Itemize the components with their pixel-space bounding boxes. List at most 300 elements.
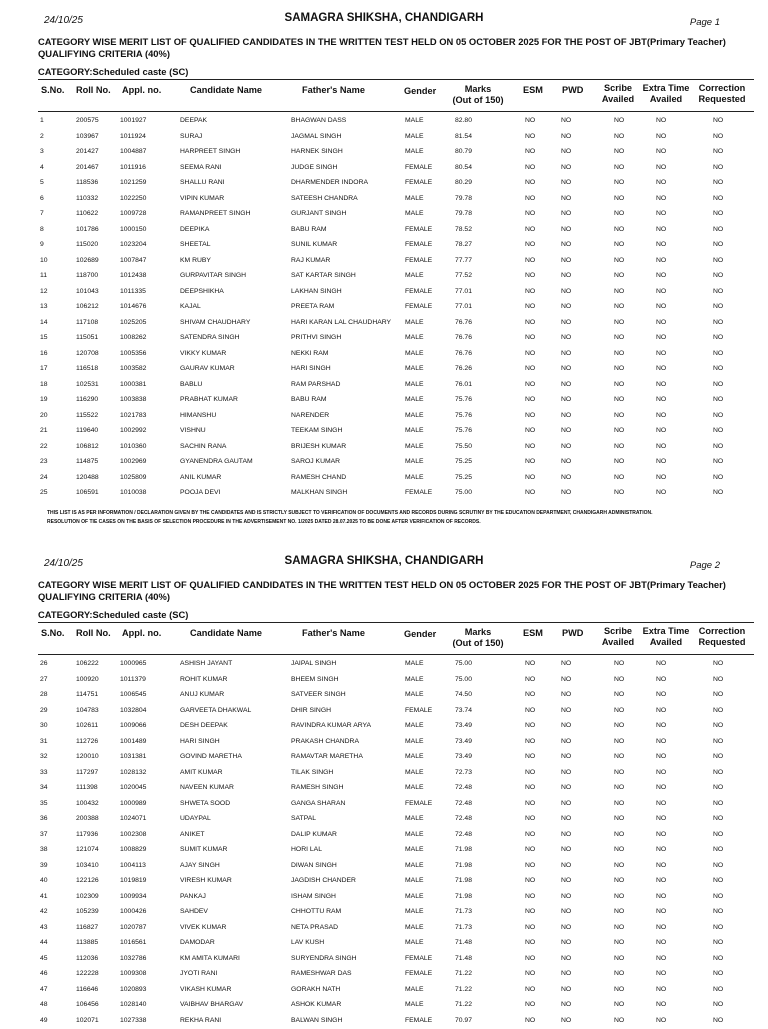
scribe-availed-cell: NO bbox=[614, 970, 624, 977]
pwd-cell: NO bbox=[561, 800, 571, 807]
candidate-name-cell: ANUJ KUMAR bbox=[180, 691, 224, 698]
serial-number-cell: 4 bbox=[40, 164, 44, 171]
candidate-name-cell: SACHIN RANA bbox=[180, 443, 226, 450]
scribe-availed-cell: NO bbox=[614, 412, 624, 419]
col-gender: Gender bbox=[404, 86, 436, 97]
correction-requested-cell: NO bbox=[713, 288, 723, 295]
correction-requested-cell: NO bbox=[713, 489, 723, 496]
marks-cell: 71.48 bbox=[442, 955, 472, 962]
roll-number-cell: 120708 bbox=[76, 350, 99, 357]
marks-cell: 71.22 bbox=[442, 970, 472, 977]
scribe-availed-cell: NO bbox=[614, 226, 624, 233]
pwd-cell: NO bbox=[561, 831, 571, 838]
table-row bbox=[0, 161, 768, 177]
extra-time-availed-cell: NO bbox=[656, 179, 666, 186]
col-pwd: PWD bbox=[562, 628, 583, 639]
serial-number-cell: 20 bbox=[40, 412, 48, 419]
father-name-cell: MALKHAN SINGH bbox=[291, 489, 347, 496]
extra-time-availed-cell: NO bbox=[656, 427, 666, 434]
pwd-cell: NO bbox=[561, 691, 571, 698]
pwd-cell: NO bbox=[561, 427, 571, 434]
pwd-cell: NO bbox=[561, 784, 571, 791]
roll-number-cell: 200575 bbox=[76, 117, 99, 124]
application-number-cell: 1011924 bbox=[120, 133, 146, 140]
serial-number-cell: 10 bbox=[40, 257, 48, 264]
roll-number-cell: 106812 bbox=[76, 443, 99, 450]
father-name-cell: JAGDISH CHANDER bbox=[291, 877, 356, 884]
esm-cell: NO bbox=[525, 148, 535, 155]
pwd-cell: NO bbox=[561, 738, 571, 745]
roll-number-cell: 106591 bbox=[76, 489, 99, 496]
roll-number-cell: 120010 bbox=[76, 753, 99, 760]
application-number-cell: 1011916 bbox=[120, 164, 146, 171]
gender-cell: MALE bbox=[405, 691, 424, 698]
esm-cell: NO bbox=[525, 753, 535, 760]
esm-cell: NO bbox=[525, 908, 535, 915]
roll-number-cell: 102309 bbox=[76, 893, 99, 900]
title-line-1: CATEGORY WISE MERIT LIST OF QUALIFIED CANDIDATES IN THE WRITTEN TEST HELD ON 05 OCTOBER 2025 FOR THE POST OF JBT(Primary Teacher) bbox=[38, 36, 738, 48]
marks-cell: 79.78 bbox=[442, 195, 472, 202]
application-number-cell: 1000426 bbox=[120, 908, 146, 915]
scribe-availed-cell: NO bbox=[614, 893, 624, 900]
gender-cell: FEMALE bbox=[405, 955, 432, 962]
application-number-cell: 1011335 bbox=[120, 288, 146, 295]
table-row bbox=[0, 998, 768, 1014]
correction-requested-cell: NO bbox=[713, 474, 723, 481]
marks-cell: 72.48 bbox=[442, 815, 472, 822]
application-number-cell: 1001489 bbox=[120, 738, 146, 745]
extra-time-availed-cell: NO bbox=[656, 862, 666, 869]
table-row bbox=[0, 1014, 768, 1029]
gender-cell: MALE bbox=[405, 443, 424, 450]
esm-cell: NO bbox=[525, 427, 535, 434]
pwd-cell: NO bbox=[561, 241, 571, 248]
correction-requested-cell: NO bbox=[713, 660, 723, 667]
serial-number-cell: 37 bbox=[40, 831, 48, 838]
extra-time-availed-cell: NO bbox=[656, 939, 666, 946]
esm-cell: NO bbox=[525, 319, 535, 326]
correction-requested-cell: NO bbox=[713, 148, 723, 155]
serial-number-cell: 9 bbox=[40, 241, 44, 248]
gender-cell: MALE bbox=[405, 117, 424, 124]
gender-cell: MALE bbox=[405, 986, 424, 993]
father-name-cell: BABU RAM bbox=[291, 226, 327, 233]
application-number-cell: 1023204 bbox=[120, 241, 146, 248]
gender-cell: MALE bbox=[405, 319, 424, 326]
candidate-name-cell: SHIVAM CHAUDHARY bbox=[180, 319, 250, 326]
father-name-cell: SURYENDRA SINGH bbox=[291, 955, 357, 962]
marks-cell: 77.01 bbox=[442, 303, 472, 310]
candidate-name-cell: VISHNU bbox=[180, 427, 206, 434]
gender-cell: MALE bbox=[405, 474, 424, 481]
application-number-cell: 1020045 bbox=[120, 784, 146, 791]
correction-requested-cell: NO bbox=[713, 241, 723, 248]
esm-cell: NO bbox=[525, 489, 535, 496]
esm-cell: NO bbox=[525, 226, 535, 233]
esm-cell: NO bbox=[525, 381, 535, 388]
roll-number-cell: 115051 bbox=[76, 334, 98, 341]
esm-cell: NO bbox=[525, 350, 535, 357]
candidate-name-cell: DESH DEEPAK bbox=[180, 722, 228, 729]
page-number: Page 2 bbox=[690, 560, 720, 571]
correction-requested-cell: NO bbox=[713, 1017, 723, 1024]
application-number-cell: 1008262 bbox=[120, 334, 146, 341]
application-number-cell: 1000989 bbox=[120, 800, 146, 807]
table-row bbox=[0, 176, 768, 192]
serial-number-cell: 11 bbox=[40, 272, 47, 279]
marks-cell: 76.76 bbox=[442, 334, 472, 341]
pwd-cell: NO bbox=[561, 769, 571, 776]
gender-cell: FEMALE bbox=[405, 303, 432, 310]
scribe-availed-cell: NO bbox=[614, 334, 624, 341]
marks-cell: 72.48 bbox=[442, 784, 472, 791]
candidate-name-cell: REKHA RANI bbox=[180, 1017, 221, 1024]
gender-cell: MALE bbox=[405, 1001, 424, 1008]
correction-requested-cell: NO bbox=[713, 800, 723, 807]
table-row bbox=[0, 300, 768, 316]
esm-cell: NO bbox=[525, 722, 535, 729]
roll-number-cell: 106212 bbox=[76, 303, 99, 310]
extra-time-availed-cell: NO bbox=[656, 272, 666, 279]
application-number-cell: 1014676 bbox=[120, 303, 146, 310]
father-name-cell: RAMESH CHAND bbox=[291, 474, 346, 481]
candidate-name-cell: VIPIN KUMAR bbox=[180, 195, 224, 202]
title-line-2: QUALIFYING CRITERIA (40%) bbox=[38, 591, 738, 603]
correction-requested-cell: NO bbox=[713, 117, 723, 124]
esm-cell: NO bbox=[525, 396, 535, 403]
scribe-availed-cell: NO bbox=[614, 846, 624, 853]
father-name-cell: PRAKASH CHANDRA bbox=[291, 738, 359, 745]
gender-cell: MALE bbox=[405, 396, 424, 403]
col-sno: S.No. bbox=[41, 85, 64, 96]
col-esm: ESM bbox=[523, 85, 543, 96]
roll-number-cell: 113885 bbox=[76, 939, 98, 946]
extra-time-availed-cell: NO bbox=[656, 148, 666, 155]
pwd-cell: NO bbox=[561, 179, 571, 186]
roll-number-cell: 200388 bbox=[76, 815, 99, 822]
col-correction: Correction Requested bbox=[696, 626, 748, 647]
correction-requested-cell: NO bbox=[713, 877, 723, 884]
col-father: Father's Name bbox=[302, 85, 365, 96]
print-date: 24/10/25 bbox=[44, 15, 83, 26]
roll-number-cell: 101043 bbox=[76, 288, 99, 295]
roll-number-cell: 122126 bbox=[76, 877, 99, 884]
extra-time-availed-cell: NO bbox=[656, 303, 666, 310]
scribe-availed-cell: NO bbox=[614, 117, 624, 124]
roll-number-cell: 112726 bbox=[76, 738, 98, 745]
table-row bbox=[0, 378, 768, 394]
serial-number-cell: 21 bbox=[40, 427, 48, 434]
serial-number-cell: 42 bbox=[40, 908, 48, 915]
application-number-cell: 1011379 bbox=[120, 676, 146, 683]
col-roll: Roll No. bbox=[76, 628, 111, 639]
esm-cell: NO bbox=[525, 179, 535, 186]
candidate-name-cell: GOVIND MARETHA bbox=[180, 753, 242, 760]
table-row bbox=[0, 828, 768, 844]
roll-number-cell: 101786 bbox=[76, 226, 99, 233]
serial-number-cell: 8 bbox=[40, 226, 44, 233]
extra-time-availed-cell: NO bbox=[656, 738, 666, 745]
marks-cell: 76.76 bbox=[442, 319, 472, 326]
extra-time-availed-cell: NO bbox=[656, 319, 666, 326]
scribe-availed-cell: NO bbox=[614, 722, 624, 729]
father-name-cell: NARENDER bbox=[291, 412, 329, 419]
father-name-cell: SUNIL KUMAR bbox=[291, 241, 337, 248]
correction-requested-cell: NO bbox=[713, 458, 723, 465]
father-name-cell: PRITHVI SINGH bbox=[291, 334, 341, 341]
candidate-name-cell: ROHIT KUMAR bbox=[180, 676, 227, 683]
extra-time-availed-cell: NO bbox=[656, 676, 666, 683]
table-row bbox=[0, 347, 768, 363]
serial-number-cell: 3 bbox=[40, 148, 44, 155]
application-number-cell: 1004887 bbox=[120, 148, 146, 155]
correction-requested-cell: NO bbox=[713, 784, 723, 791]
candidate-name-cell: PRABHAT KUMAR bbox=[180, 396, 238, 403]
correction-requested-cell: NO bbox=[713, 257, 723, 264]
pwd-cell: NO bbox=[561, 396, 571, 403]
table-row bbox=[0, 812, 768, 828]
gender-cell: FEMALE bbox=[405, 489, 432, 496]
candidate-name-cell: SATENDRA SINGH bbox=[180, 334, 240, 341]
serial-number-cell: 35 bbox=[40, 800, 48, 807]
gender-cell: MALE bbox=[405, 908, 424, 915]
correction-requested-cell: NO bbox=[713, 986, 723, 993]
correction-requested-cell: NO bbox=[713, 350, 723, 357]
col-extra-time: Extra Time Availed bbox=[640, 626, 692, 647]
col-marks: Marks (Out of 150) bbox=[448, 627, 508, 648]
gender-cell: MALE bbox=[405, 862, 424, 869]
esm-cell: NO bbox=[525, 474, 535, 481]
father-name-cell: JAIPAL SINGH bbox=[291, 660, 336, 667]
candidate-name-cell: DAMODAR bbox=[180, 939, 215, 946]
correction-requested-cell: NO bbox=[713, 195, 723, 202]
document-title bbox=[38, 579, 738, 602]
pwd-cell: NO bbox=[561, 660, 571, 667]
scribe-availed-cell: NO bbox=[614, 1001, 624, 1008]
footnote bbox=[47, 509, 747, 527]
table-header bbox=[38, 622, 754, 655]
scribe-availed-cell: NO bbox=[614, 862, 624, 869]
father-name-cell: RAMESH SINGH bbox=[291, 784, 344, 791]
esm-cell: NO bbox=[525, 800, 535, 807]
serial-number-cell: 43 bbox=[40, 924, 48, 931]
gender-cell: MALE bbox=[405, 815, 424, 822]
scribe-availed-cell: NO bbox=[614, 769, 624, 776]
extra-time-availed-cell: NO bbox=[656, 831, 666, 838]
application-number-cell: 1003582 bbox=[120, 365, 146, 372]
scribe-availed-cell: NO bbox=[614, 815, 624, 822]
application-number-cell: 1010360 bbox=[120, 443, 146, 450]
table-row bbox=[0, 952, 768, 968]
pwd-cell: NO bbox=[561, 443, 571, 450]
esm-cell: NO bbox=[525, 924, 535, 931]
serial-number-cell: 19 bbox=[40, 396, 48, 403]
esm-cell: NO bbox=[525, 970, 535, 977]
roll-number-cell: 116290 bbox=[76, 396, 98, 403]
marks-cell: 71.98 bbox=[442, 862, 472, 869]
serial-number-cell: 32 bbox=[40, 753, 48, 760]
application-number-cell: 1025205 bbox=[120, 319, 146, 326]
father-name-cell: CHHOTTU RAM bbox=[291, 908, 341, 915]
table-row bbox=[0, 688, 768, 704]
serial-number-cell: 44 bbox=[40, 939, 48, 946]
gender-cell: MALE bbox=[405, 334, 424, 341]
gender-cell: MALE bbox=[405, 939, 424, 946]
scribe-availed-cell: NO bbox=[614, 365, 624, 372]
serial-number-cell: 16 bbox=[40, 350, 48, 357]
correction-requested-cell: NO bbox=[713, 846, 723, 853]
table-row bbox=[0, 145, 768, 161]
table-body bbox=[0, 114, 768, 502]
father-name-cell: TEEKAM SINGH bbox=[291, 427, 342, 434]
extra-time-availed-cell: NO bbox=[656, 846, 666, 853]
scribe-availed-cell: NO bbox=[614, 133, 624, 140]
scribe-availed-cell: NO bbox=[614, 707, 624, 714]
marks-cell: 80.54 bbox=[442, 164, 472, 171]
application-number-cell: 1009934 bbox=[120, 893, 146, 900]
scribe-availed-cell: NO bbox=[614, 195, 624, 202]
col-scribe: Scribe Availed bbox=[596, 626, 640, 647]
roll-number-cell: 120488 bbox=[76, 474, 99, 481]
application-number-cell: 1009728 bbox=[120, 210, 146, 217]
gender-cell: MALE bbox=[405, 272, 424, 279]
serial-number-cell: 22 bbox=[40, 443, 48, 450]
father-name-cell: TILAK SINGH bbox=[291, 769, 333, 776]
candidate-name-cell: AJAY SINGH bbox=[180, 862, 220, 869]
father-name-cell: RAMESHWAR DAS bbox=[291, 970, 352, 977]
extra-time-availed-cell: NO bbox=[656, 707, 666, 714]
father-name-cell: SATEESH CHANDRA bbox=[291, 195, 358, 202]
correction-requested-cell: NO bbox=[713, 924, 723, 931]
table-row bbox=[0, 192, 768, 208]
roll-number-cell: 106456 bbox=[76, 1001, 99, 1008]
correction-requested-cell: NO bbox=[713, 970, 723, 977]
candidate-name-cell: POOJA DEVI bbox=[180, 489, 220, 496]
correction-requested-cell: NO bbox=[713, 862, 723, 869]
candidate-name-cell: DEEPSHIKHA bbox=[180, 288, 224, 295]
extra-time-availed-cell: NO bbox=[656, 396, 666, 403]
application-number-cell: 1009308 bbox=[120, 970, 146, 977]
scribe-availed-cell: NO bbox=[614, 784, 624, 791]
application-number-cell: 1022250 bbox=[120, 195, 146, 202]
scribe-availed-cell: NO bbox=[614, 288, 624, 295]
candidate-name-cell: KM RUBY bbox=[180, 257, 211, 264]
father-name-cell: HARNEK SINGH bbox=[291, 148, 343, 155]
father-name-cell: GORAKH NATH bbox=[291, 986, 340, 993]
title-line-2: QUALIFYING CRITERIA (40%) bbox=[38, 48, 738, 60]
table-row bbox=[0, 673, 768, 689]
candidate-name-cell: VIKASH KUMAR bbox=[180, 986, 231, 993]
father-name-cell: LAKHAN SINGH bbox=[291, 288, 342, 295]
col-appl: Appl. no. bbox=[122, 85, 161, 96]
esm-cell: NO bbox=[525, 769, 535, 776]
esm-cell: NO bbox=[525, 303, 535, 310]
marks-cell: 75.25 bbox=[442, 474, 472, 481]
pwd-cell: NO bbox=[561, 986, 571, 993]
gender-cell: MALE bbox=[405, 784, 424, 791]
serial-number-cell: 7 bbox=[40, 210, 44, 217]
esm-cell: NO bbox=[525, 412, 535, 419]
pwd-cell: NO bbox=[561, 722, 571, 729]
gender-cell: MALE bbox=[405, 133, 424, 140]
extra-time-availed-cell: NO bbox=[656, 133, 666, 140]
roll-number-cell: 114751 bbox=[76, 691, 98, 698]
scribe-availed-cell: NO bbox=[614, 164, 624, 171]
extra-time-availed-cell: NO bbox=[656, 195, 666, 202]
pwd-cell: NO bbox=[561, 862, 571, 869]
application-number-cell: 1003838 bbox=[120, 396, 146, 403]
extra-time-availed-cell: NO bbox=[656, 722, 666, 729]
extra-time-availed-cell: NO bbox=[656, 691, 666, 698]
esm-cell: NO bbox=[525, 955, 535, 962]
table-header bbox=[38, 79, 754, 112]
serial-number-cell: 25 bbox=[40, 489, 48, 496]
marks-cell: 77.01 bbox=[442, 288, 472, 295]
pwd-cell: NO bbox=[561, 272, 571, 279]
father-name-cell: DALIP KUMAR bbox=[291, 831, 337, 838]
scribe-availed-cell: NO bbox=[614, 210, 624, 217]
col-name: Candidate Name bbox=[190, 628, 262, 639]
correction-requested-cell: NO bbox=[713, 226, 723, 233]
esm-cell: NO bbox=[525, 893, 535, 900]
roll-number-cell: 201467 bbox=[76, 164, 99, 171]
marks-cell: 76.01 bbox=[442, 381, 472, 388]
application-number-cell: 1000381 bbox=[120, 381, 146, 388]
application-number-cell: 1004113 bbox=[120, 862, 146, 869]
scribe-availed-cell: NO bbox=[614, 179, 624, 186]
serial-number-cell: 48 bbox=[40, 1001, 48, 1008]
table-row bbox=[0, 766, 768, 782]
father-name-cell: DIWAN SINGH bbox=[291, 862, 337, 869]
scribe-availed-cell: NO bbox=[614, 924, 624, 931]
candidate-name-cell: DEEPIKA bbox=[180, 226, 209, 233]
pwd-cell: NO bbox=[561, 117, 571, 124]
esm-cell: NO bbox=[525, 862, 535, 869]
serial-number-cell: 5 bbox=[40, 179, 44, 186]
father-name-cell: PREETA RAM bbox=[291, 303, 334, 310]
esm-cell: NO bbox=[525, 365, 535, 372]
table-row bbox=[0, 486, 768, 502]
serial-number-cell: 17 bbox=[40, 365, 48, 372]
marks-cell: 75.50 bbox=[442, 443, 472, 450]
pwd-cell: NO bbox=[561, 846, 571, 853]
father-name-cell: BALWAN SINGH bbox=[291, 1017, 342, 1024]
father-name-cell: DHIR SINGH bbox=[291, 707, 331, 714]
pwd-cell: NO bbox=[561, 753, 571, 760]
application-number-cell: 1006545 bbox=[120, 691, 146, 698]
table-row bbox=[0, 223, 768, 239]
esm-cell: NO bbox=[525, 707, 535, 714]
title-line-1: CATEGORY WISE MERIT LIST OF QUALIFIED CANDIDATES IN THE WRITTEN TEST HELD ON 05 OCTOBER 2025 FOR THE POST OF JBT(Primary Teacher) bbox=[38, 579, 738, 591]
scribe-availed-cell: NO bbox=[614, 800, 624, 807]
serial-number-cell: 33 bbox=[40, 769, 48, 776]
roll-number-cell: 118536 bbox=[76, 179, 98, 186]
serial-number-cell: 26 bbox=[40, 660, 48, 667]
col-sno: S.No. bbox=[41, 628, 64, 639]
scribe-availed-cell: NO bbox=[614, 350, 624, 357]
extra-time-availed-cell: NO bbox=[656, 924, 666, 931]
category-label: CATEGORY:Scheduled caste (SC) bbox=[38, 66, 188, 77]
correction-requested-cell: NO bbox=[713, 396, 723, 403]
marks-cell: 71.73 bbox=[442, 908, 472, 915]
father-name-cell: LAV KUSH bbox=[291, 939, 324, 946]
father-name-cell: RAM PARSHAD bbox=[291, 381, 340, 388]
application-number-cell: 1002992 bbox=[120, 427, 146, 434]
marks-cell: 71.73 bbox=[442, 924, 472, 931]
gender-cell: MALE bbox=[405, 893, 424, 900]
marks-cell: 71.22 bbox=[442, 1001, 472, 1008]
correction-requested-cell: NO bbox=[713, 272, 723, 279]
